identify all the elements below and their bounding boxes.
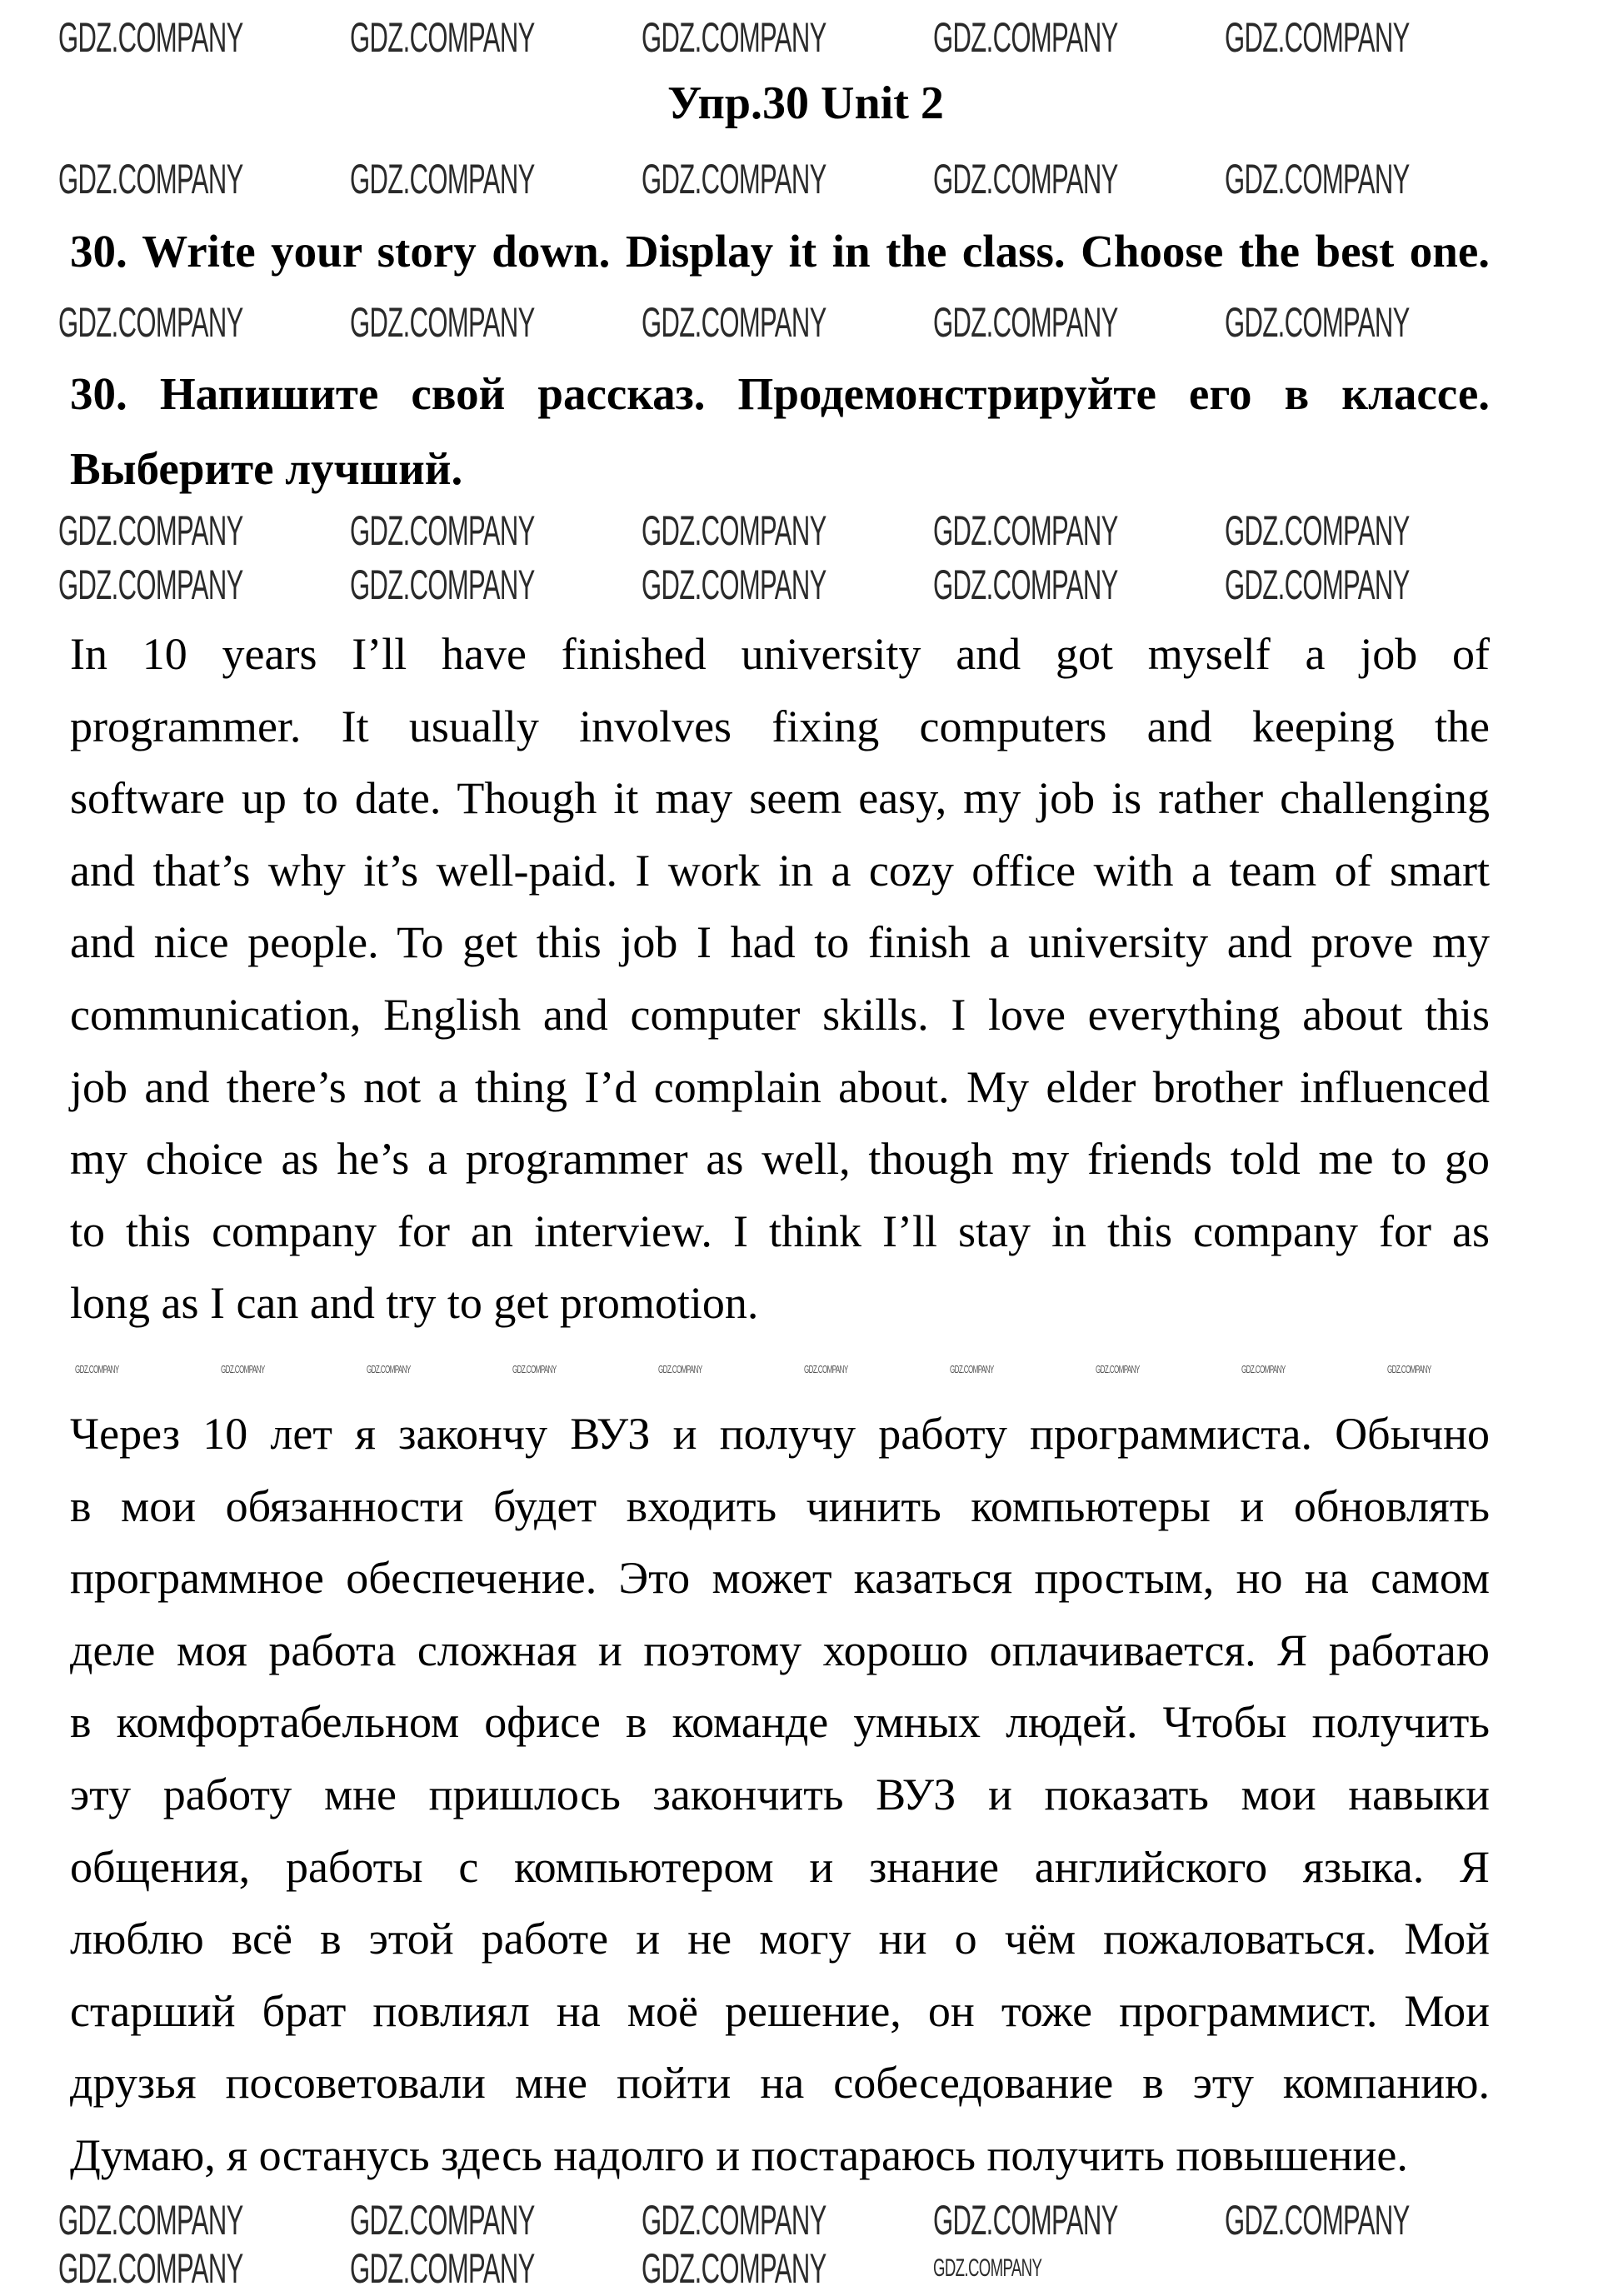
paragraph-line: to this company for an interview. I think I’ll stay in this company for as: [70, 1205, 1490, 1256]
watermark: GDZ.COMPANY: [75, 1363, 119, 1375]
paragraph-line: деле моя работа сложная и поэтому хорошо оплачивается. Я работаю: [70, 1625, 1490, 1675]
watermark: GDZ.COMPANY: [58, 299, 243, 346]
watermark: GDZ.COMPANY: [350, 2197, 535, 2244]
watermark: GDZ.COMPANY: [350, 14, 535, 61]
watermark: GDZ.COMPANY: [1387, 1363, 1431, 1375]
paragraph-line: программное обеспечение. Это может казаться простым, но на самом: [70, 1553, 1490, 1604]
paragraph-line: старший брат повлиял на моё решение, он тоже программист. Мои: [70, 1985, 1490, 2036]
watermark: GDZ.COMPANY: [1225, 2197, 1410, 2244]
paragraph-line: long as I can and try to get promotion.: [70, 1278, 759, 1329]
watermark: GDZ.COMPANY: [58, 156, 243, 202]
paragraph-line: software up to date. Though it may seem easy, my job is rather challenging: [70, 773, 1490, 824]
paragraph-line: общения, работы с компьютером и знание английского языка. Я: [70, 1841, 1490, 1892]
watermark: GDZ.COMPANY: [933, 2254, 1042, 2282]
paragraph-line: communication, English and computer skills. I love everything about this: [70, 990, 1490, 1040]
watermark: GDZ.COMPANY: [1225, 156, 1410, 202]
watermark: GDZ.COMPANY: [933, 562, 1118, 608]
watermark: GDZ.COMPANY: [58, 14, 243, 61]
task-russian-line: 30. Напишите свой рассказ. Продемонстрируйте его в классе.: [70, 368, 1490, 419]
paragraph-line: and nice people. To get this job I had to finish a university and prove my: [70, 917, 1490, 968]
paragraph-line: в мои обязанности будет входить чинить компьютеры и обновлять: [70, 1480, 1490, 1531]
task-russian-line: Выберите лучший.: [70, 443, 463, 494]
watermark: GDZ.COMPANY: [642, 562, 826, 608]
paragraph-line: Через 10 лет я закончу ВУЗ и получу работу программиста. Обычно: [70, 1409, 1490, 1459]
watermark: GDZ.COMPANY: [1096, 1363, 1140, 1375]
watermark: GDZ.COMPANY: [58, 2197, 243, 2244]
paragraph-line: Думаю, я останусь здесь надолго и постараюсь получить повышение.: [70, 2130, 1408, 2180]
watermark: GDZ.COMPANY: [58, 507, 243, 554]
page-title: Упр.30 Unit 2: [667, 77, 944, 129]
watermark: GDZ.COMPANY: [642, 14, 826, 61]
watermark: GDZ.COMPANY: [933, 156, 1118, 202]
watermark: GDZ.COMPANY: [1241, 1363, 1286, 1375]
watermark: GDZ.COMPANY: [933, 299, 1118, 346]
task-english: 30. Write your story down. Display it in the class. Choose the best one.: [70, 226, 1490, 277]
paragraph-line: люблю всё в этой работе и не могу ни о чём пожаловаться. Мой: [70, 1914, 1490, 1964]
watermark: GDZ.COMPANY: [350, 507, 535, 554]
watermark: GDZ.COMPANY: [933, 507, 1118, 554]
watermark: GDZ.COMPANY: [221, 1363, 265, 1375]
paragraph-line: In 10 years I’ll have finished university and got myself a job of: [70, 629, 1490, 679]
watermark: GDZ.COMPANY: [642, 507, 826, 554]
watermark: GDZ.COMPANY: [804, 1363, 848, 1375]
paragraph-line: друзья посоветовали мне пойти на собеседование в эту компанию.: [70, 2058, 1490, 2109]
watermark: GDZ.COMPANY: [350, 299, 535, 346]
watermark: GDZ.COMPANY: [658, 1363, 702, 1375]
paragraph-line: my choice as he’s a programmer as well, though my friends told me to go: [70, 1134, 1490, 1185]
watermark: GDZ.COMPANY: [350, 2245, 535, 2292]
watermark: GDZ.COMPANY: [950, 1363, 994, 1375]
watermark: GDZ.COMPANY: [1225, 14, 1410, 61]
watermark: GDZ.COMPANY: [512, 1363, 557, 1375]
watermark: GDZ.COMPANY: [642, 2197, 826, 2244]
paragraph-line: programmer. It usually involves fixing computers and keeping the: [70, 701, 1490, 751]
watermark: GDZ.COMPANY: [367, 1363, 411, 1375]
paragraph-line: в комфортабельном офисе в команде умных людей. Чтобы получить: [70, 1697, 1490, 1748]
watermark: GDZ.COMPANY: [58, 2245, 243, 2292]
watermark: GDZ.COMPANY: [1225, 299, 1410, 346]
watermark: GDZ.COMPANY: [1225, 507, 1410, 554]
watermark: GDZ.COMPANY: [642, 299, 826, 346]
watermark: GDZ.COMPANY: [350, 562, 535, 608]
paragraph-line: эту работу мне пришлось закончить ВУЗ и показать мои навыки: [70, 1769, 1490, 1819]
paragraph-line: job and there’s not a thing I’d complain about. My elder brother influenced: [70, 1061, 1490, 1112]
watermark: GDZ.COMPANY: [1225, 562, 1410, 608]
watermark: GDZ.COMPANY: [933, 2197, 1118, 2244]
watermark: GDZ.COMPANY: [350, 156, 535, 202]
watermark: GDZ.COMPANY: [642, 156, 826, 202]
watermark: GDZ.COMPANY: [642, 2245, 826, 2292]
watermark: GDZ.COMPANY: [58, 562, 243, 608]
paragraph-line: and that’s why it’s well-paid. I work in a cozy office with a team of smart: [70, 845, 1490, 896]
watermark: GDZ.COMPANY: [933, 14, 1118, 61]
